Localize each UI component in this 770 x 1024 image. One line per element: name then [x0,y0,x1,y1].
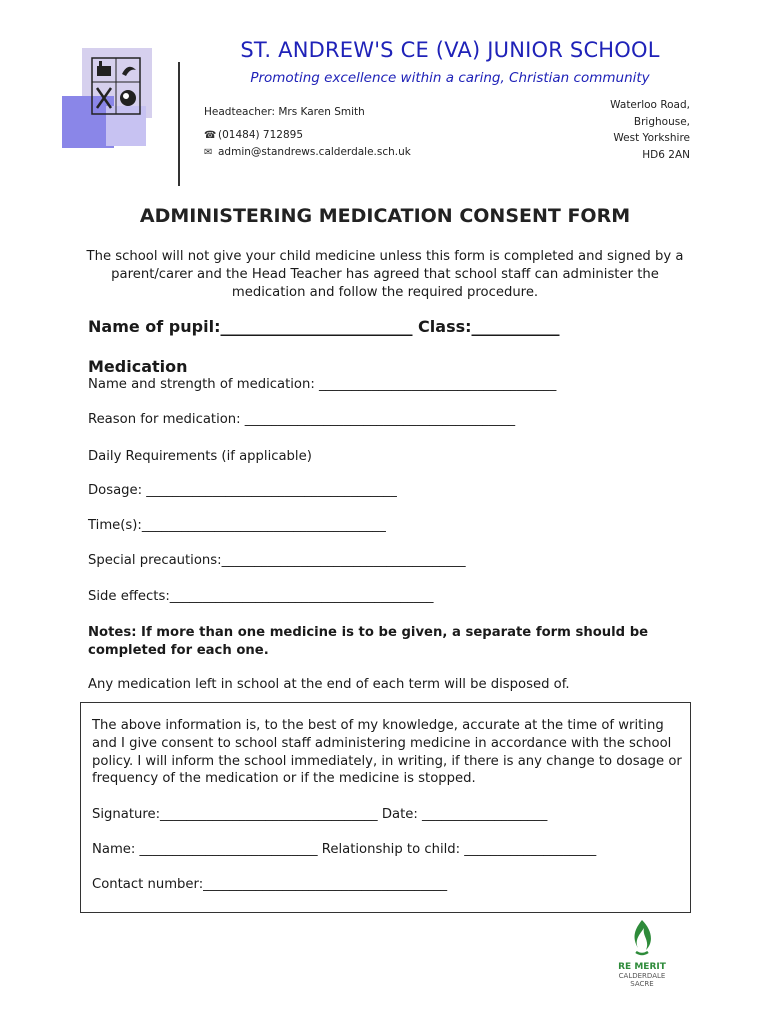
intro-paragraph: The school will not give your child medicine unless this form is completed and signed by a parent/carer and the Head Teacher has agreed that school staff can administer the medication and follow the required procedure. [86,249,684,300]
reason-for-medication-field[interactable]: Reason for medication: _________________________________________ [88,412,516,427]
headteacher-text: Headteacher: Mrs Karen Smith [204,106,365,118]
school-logo [62,48,172,148]
envelope-icon: ✉ [204,147,213,158]
times-field[interactable]: Time(s):_____________________________________ [88,518,386,533]
contact-number-field[interactable]: Contact number:_____________________________________ [92,877,448,892]
school-name: ST. ANDREW'S CE (VA) JUNIOR SCHOOL [240,38,660,62]
dosage-field[interactable]: Dosage: ______________________________________ [88,483,397,498]
signature-date-field[interactable]: Signature:_________________________________ Date: ___________________ [92,807,548,822]
school-address [610,97,690,163]
daily-requirements-label: Daily Requirements (if applicable) [88,449,312,464]
medication-heading: Medication [88,357,188,376]
form-title: ADMINISTERING MEDICATION CONSENT FORM [139,205,631,227]
address-line-1: Waterloo Road, [610,99,690,111]
school-crest-icon [86,54,146,116]
pupil-name-class-field[interactable]: Name of pupil:________________________ Class:___________ [88,317,560,336]
badge-title: RE MERIT [618,962,666,972]
medication-name-strength-field[interactable]: Name and strength of medication: ____________________________________ [88,377,557,392]
address-line-2: Brighouse, [633,115,690,128]
phone-number: (01484) 712895 [218,129,304,141]
phone-icon: ☎ [204,130,217,141]
headteacher-line [204,106,365,118]
disposal-text: Any medication left in school at the end of each term will be disposed of. [88,677,570,692]
email-line [204,146,411,158]
special-precautions-field[interactable]: Special precautions:_____________________________________ [88,553,466,568]
badge-subtitle-2: SACRE [630,980,654,988]
address-line-4: HD6 2AN [642,148,690,161]
phone-line [204,129,303,141]
address-line-3: West Yorkshire [613,132,690,144]
header-divider [178,62,180,186]
flame-icon [622,918,662,958]
email-address: admin@standrews.calderdale.sch.uk [218,146,411,158]
school-tagline: Promoting excellence within a caring, Christian community [250,70,650,86]
notes-text: Notes: If more than one medicine is to be given, a separate form should be completed for each one. [88,625,649,658]
name-relationship-field[interactable]: Name: ___________________________ Relationship to child: ____________________ [92,842,597,857]
badge-subtitle-1: CALDERDALE [618,972,666,980]
side-effects-field[interactable]: Side effects:________________________________________ [88,589,434,604]
re-merit-badge [612,918,672,994]
consent-statement: The above information is, to the best of my knowledge, accurate at the time of writing and I give consent to school staff administering medicine in accordance with the school policy. I will inform the school immediately, in writing, if there is any change to dosage or frequency of the medication or if the medicine is stopped. [92,718,682,787]
